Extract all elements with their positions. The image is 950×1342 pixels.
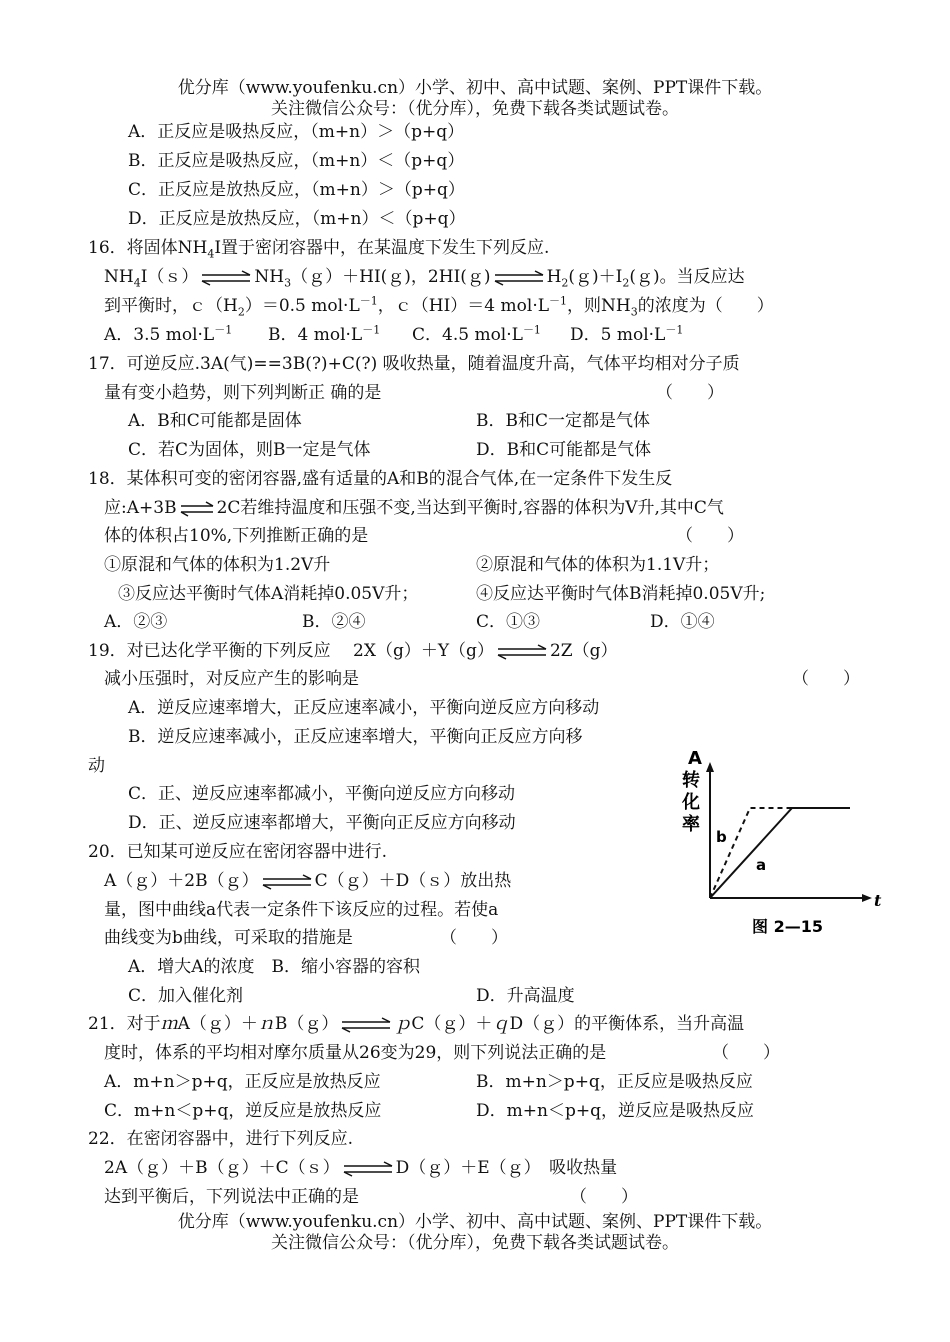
q18-stem-2: 应:A+3B 2C若维持温度和压强不变,当达到平衡时,容器的体积为V升,其中C气 [104, 498, 724, 518]
header-line-2: 关注微信公众号：（优分库），免费下载各类试题试卷。 [271, 99, 679, 119]
q20-stem-3: 量，图中曲线a代表一定条件下该反应的过程。若使a [104, 900, 499, 920]
q21-option-d: D．m+n＜p+q，逆反应是吸热反应 [476, 1101, 754, 1121]
q21-stem-1: 21．对于ｍA（ｇ）＋ｎB（ｇ） ｐC（ｇ）＋ｑD（ｇ）的平衡体系，当升高温 [88, 1014, 745, 1034]
q19-option-c: C．正、逆反应速率都减小，平衡向逆反应方向移动 [128, 784, 516, 804]
q18-statement-2: ②原混和气体的体积为1.1V升； [476, 555, 720, 575]
q20-answer-paren: （ ） [440, 928, 508, 948]
q22-answer-paren: （ ） [570, 1187, 638, 1207]
q18-statement-3: ③反应达平衡时气体A消耗掉0.05V升； [118, 584, 419, 604]
q22-reaction: 2A（ｇ）＋B（ｇ）＋C（ｓ） D（ｇ）＋E（ｇ） 吸收热量 [104, 1158, 618, 1178]
q19-option-d: D．正、逆反应速率都增大，平衡向正反应方向移动 [128, 813, 516, 833]
q17-option-c: C．若C为固体，则B一定是气体 [128, 440, 371, 460]
q20-reaction: A（ｇ）＋2B（ｇ） C（ｇ）＋D（ｓ）放出热 [104, 871, 512, 891]
q16-option-a: A．3.5 $mol\cdot L^{-1}$ [104, 323, 233, 345]
q20-stem-4: 曲线变为b曲线，可采取的措施是 [104, 928, 353, 948]
q19-option-a: A．逆反应速率增大，正反应速率减小，平衡向逆反应方向移动 [128, 698, 600, 718]
q16-option-d: D．5 $mol\cdot L^{-1}$ [570, 323, 684, 345]
equilibrium-arrow-icon [496, 645, 548, 659]
q22-stem-1: 22．在密闭容器中，进行下列反应. [88, 1129, 354, 1149]
q18-stem-1: 18．某体积可变的密闭容器,盛有适量的A和B的混合气体,在一定条件下发生反 [88, 469, 673, 489]
equilibrium-arrow-icon [340, 1018, 392, 1032]
y-label-lv: 率 [682, 814, 700, 835]
q15-option-a: A．正反应是吸热反应，（m+n）＞（p+q） [128, 122, 465, 142]
q17-stem-2: 量有变小趋势，则下列判断正 确的是 [104, 383, 382, 403]
header-line-1: 优分库（www.youfenku.cn）小学、初中、高中试题、案例、PPT课件下载。 [177, 78, 773, 98]
y-label-hua: 化 [682, 792, 700, 813]
q17-option-d: D．B和C可能都是气体 [476, 440, 652, 460]
conversion-rate-figure [682, 748, 888, 948]
q18-answer-paren: （ ） [676, 526, 744, 546]
q18-option-a: A．②③ [104, 612, 168, 632]
q19-answer-paren: （ ） [792, 669, 860, 689]
equilibrium-arrow-icon [200, 271, 252, 285]
curve-a-label: a [756, 856, 767, 874]
q19-stem-1: 19．对已达化学平衡的下列反应 2X（g）＋Y（g） 2Z（g） [88, 641, 618, 661]
q20-option-ab: A．增大A的浓度 B．缩小容器的容积 [128, 957, 421, 977]
equilibrium-arrow-icon [261, 875, 313, 889]
footer-line-2: 关注微信公众号：（优分库），免费下载各类试题试卷。 [271, 1233, 679, 1253]
q22-stem-3: 达到平衡后，下列说法中正确的是 [104, 1187, 359, 1207]
q19-option-b: B．逆反应速率减小，正反应速率增大，平衡向正反应方向移 [128, 727, 583, 747]
q16-option-c: C．4.5 $mol\cdot L^{-1}$ [412, 323, 541, 345]
q21-option-a: A．m+n＞p+q，正反应是放热反应 [104, 1072, 381, 1092]
q18-statement-1: ①原混和气体的体积为1.2V升 [104, 555, 331, 575]
q21-stem-2: 度时，体系的平均相对摩尔质量从26变为29，则下列说法正确的是 [104, 1043, 607, 1063]
q17-stem-1: 17．可逆反应.3A(气)==3B(?)+C(?) 吸收热量，随着温度升高，气体平均相对分子质 [88, 354, 740, 374]
q18-option-b: B．②④ [302, 612, 366, 632]
equilibrium-arrow-icon [179, 502, 215, 516]
q16-condition: 到平衡时，$c(H_2)=0.5$ $mol\cdot L^{-1}$，ｃ（HⅠ）＝4 $mol\cdot L^{-1}$，则$NH_3$的浓度为（ ） [104, 294, 774, 319]
q20-stem-1: 20．已知某可逆反应在密闭容器中进行. [88, 842, 388, 862]
q16-reaction: $NH_4Ⅰ(s)$ $NH_3(g)+HⅠ(g)$，2HI(ｇ) $H_2(g)+I_2(g)$。当反应达 [104, 267, 745, 290]
q18-statement-4: ④反应达平衡时气体B消耗掉0.05V升; [476, 584, 766, 604]
q19-stem-2: 减小压强时，对反应产生的影响是 [104, 669, 359, 689]
q21-option-b: B．m+n＞p+q，正反应是吸热反应 [476, 1072, 753, 1092]
q18-option-c: C．①③ [476, 612, 541, 632]
curve-b-label: b [716, 828, 727, 846]
q16-stem: 16．将固体$NH_4Ⅰ$置于密闭容器中，在某温度下发生下列反应. [88, 238, 550, 261]
q20-option-d: D．升高温度 [476, 986, 575, 1006]
figure-caption: 图 2—15 [752, 917, 823, 936]
q15-option-c: C．正反应是放热反应，（m+n）＞（p+q） [128, 180, 465, 200]
y-label-zhuan: 转 [682, 770, 700, 791]
q17-answer-paren: （ ） [656, 383, 724, 403]
y-axis-arrow-icon [706, 762, 714, 772]
q21-answer-paren: （ ） [712, 1043, 780, 1063]
equilibrium-arrow-icon [493, 271, 545, 285]
q15-option-d: D．正反应是放热反应，（m+n）＜（p+q） [128, 209, 466, 229]
q18-stem-3: 体的体积占10%,下列推断正确的是 [104, 526, 369, 546]
conversion-rate-graph [682, 748, 888, 948]
footer-line-1: 优分库（www.youfenku.cn）小学、初中、高中试题、案例、PPT课件下载。 [177, 1212, 773, 1232]
equilibrium-arrow-icon [342, 1162, 394, 1176]
q21-option-c: C．m+n＜p+q，逆反应是放热反应 [104, 1101, 382, 1121]
x-axis-arrow-icon [862, 894, 872, 902]
q17-option-b: B．B和C一定都是气体 [476, 411, 650, 431]
q15-option-b: B．正反应是吸热反应，（m+n）＜（p+q） [128, 151, 465, 171]
q19-option-b-cont: 动 [88, 756, 105, 776]
x-label-t: t [874, 891, 882, 910]
y-label-a: A [688, 748, 702, 769]
q18-option-d: D．①④ [650, 612, 715, 632]
q16-option-b: B．4 $mol\cdot L^{-1}$ [268, 323, 381, 345]
q17-option-a: A．B和C可能都是固体 [128, 411, 302, 431]
q20-option-c: C．加入催化剂 [128, 986, 244, 1006]
